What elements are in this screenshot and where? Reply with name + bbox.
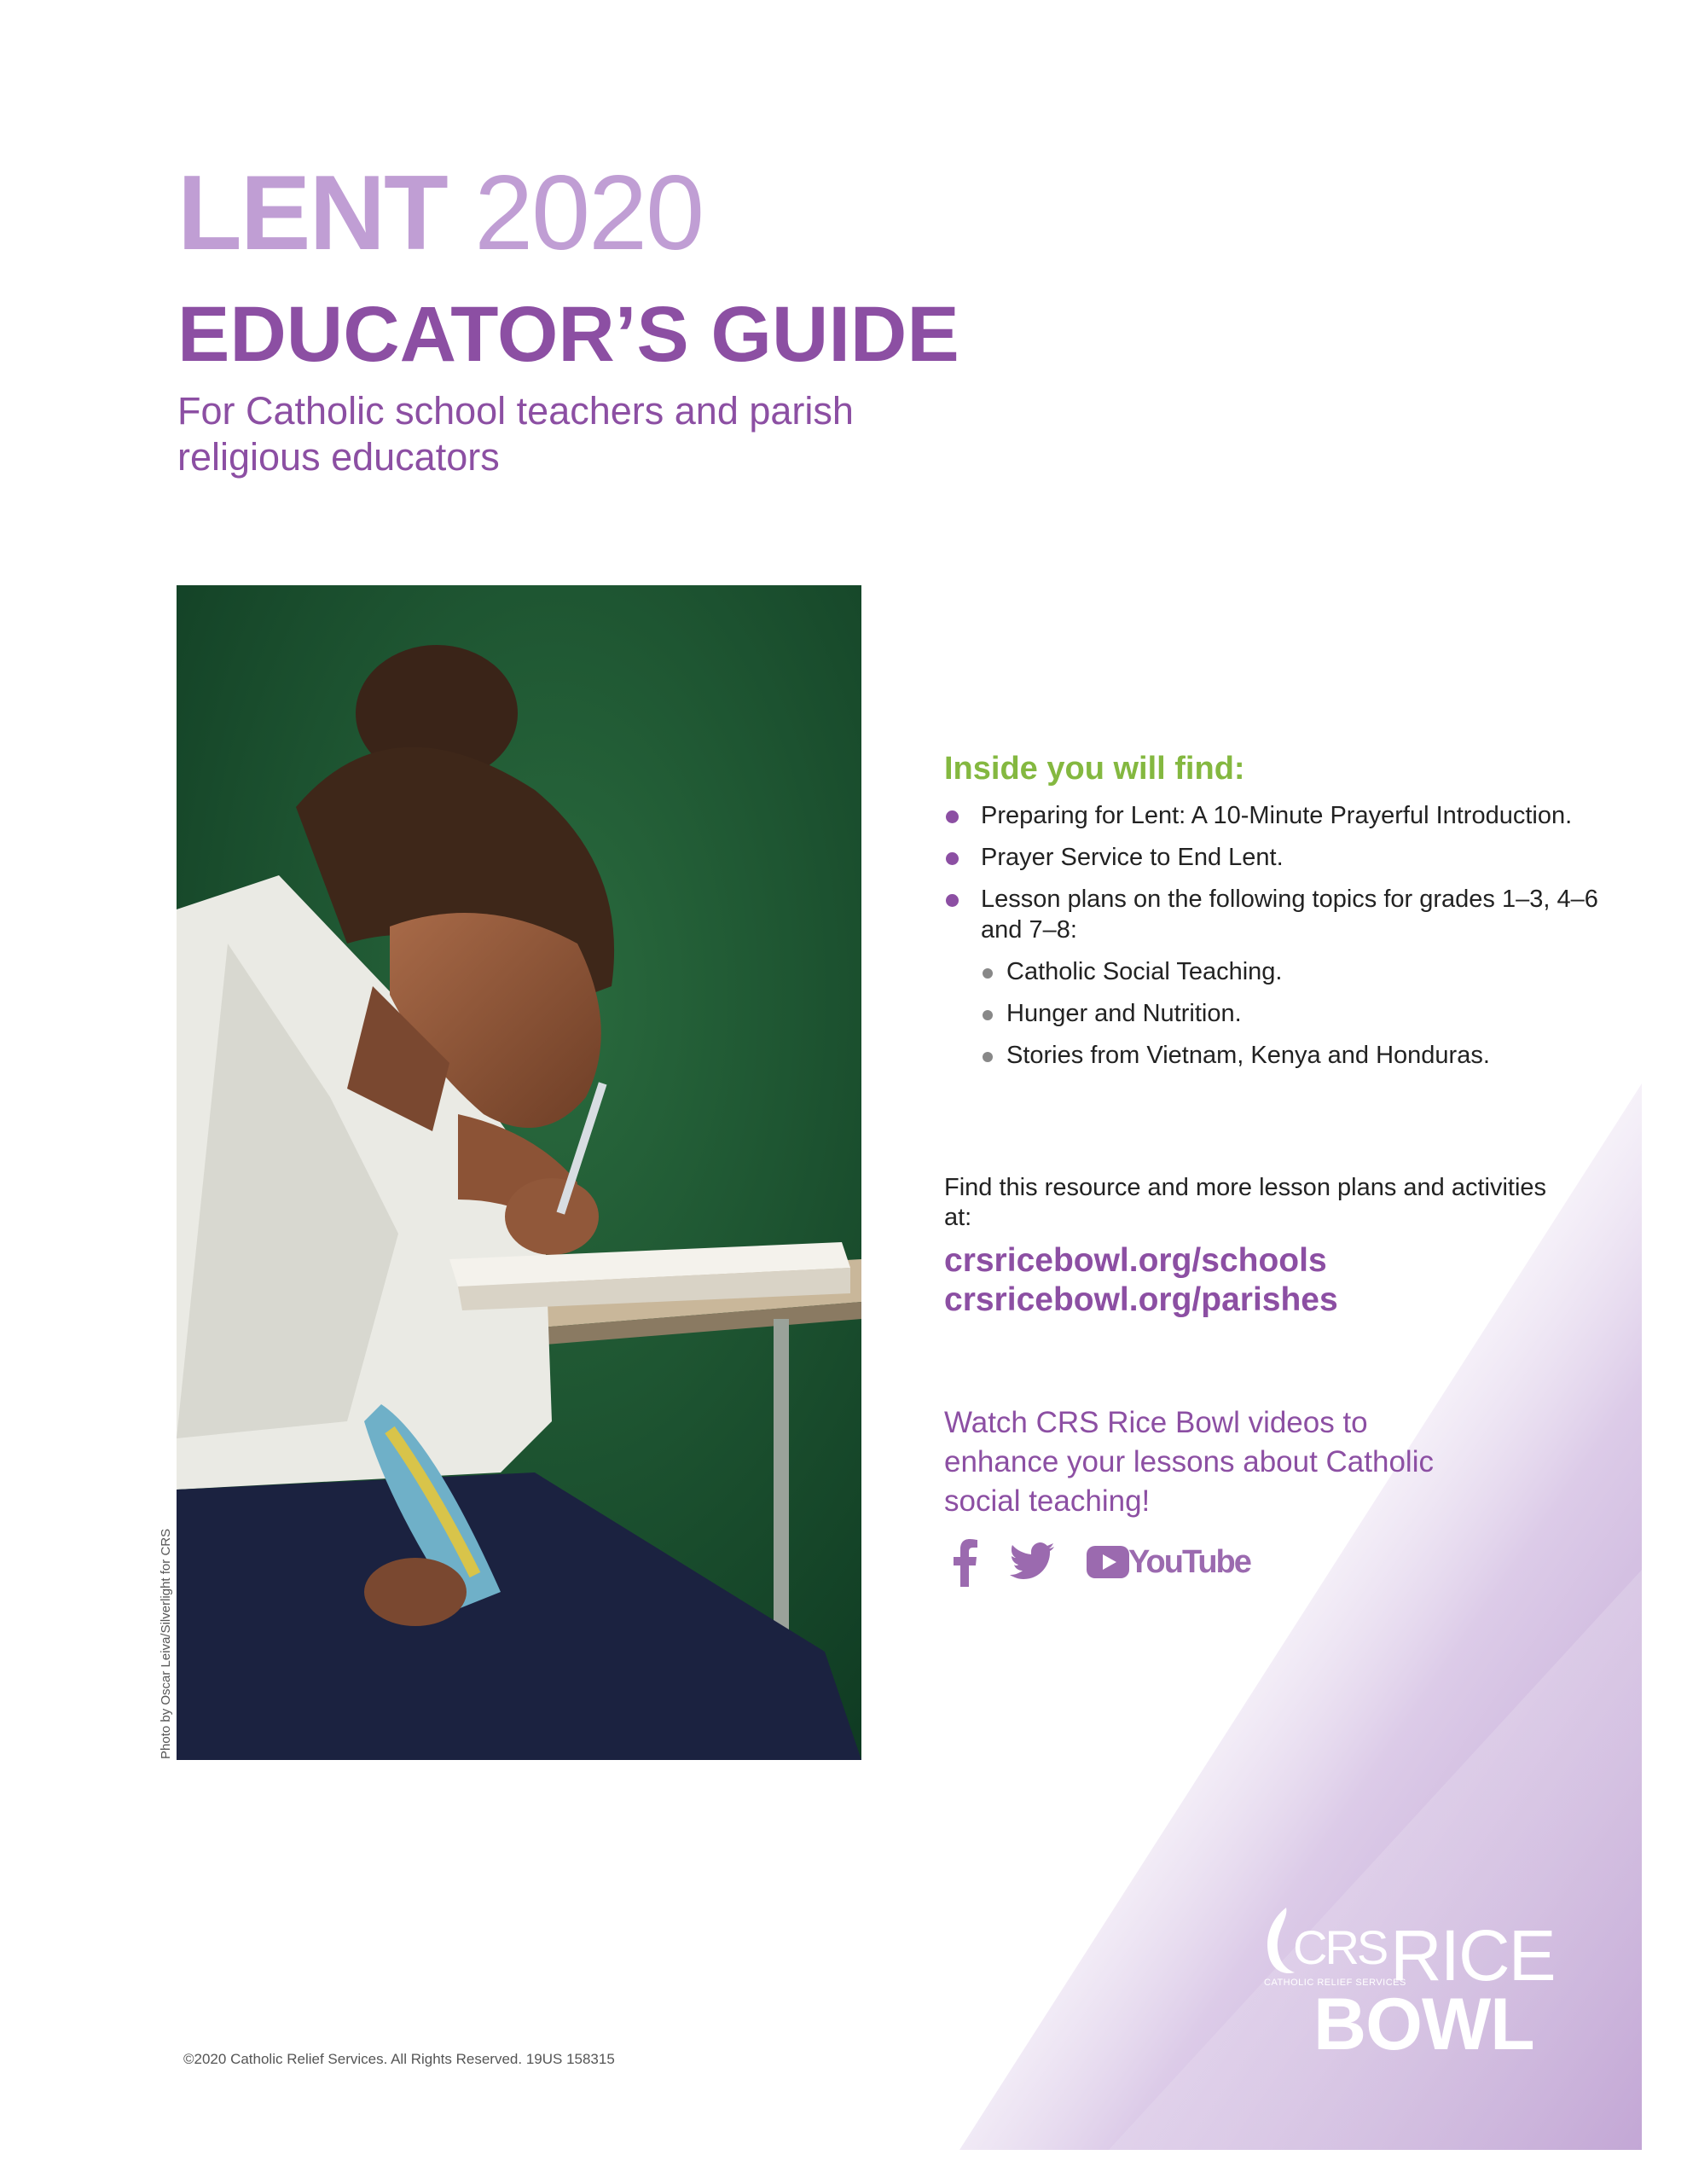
inside-heading: Inside you will find: (944, 751, 1245, 787)
contents-list (944, 800, 1609, 1082)
list-item: Lesson plans on the following topics for grades 1–3, 4–6 and 7–8: (944, 884, 1609, 945)
sub-list (944, 956, 1609, 1071)
facebook-icon[interactable] (953, 1539, 978, 1587)
sub-list-item: Stories from Vietnam, Kenya and Honduras. (944, 1040, 1609, 1071)
schools-link[interactable]: crsricebowl.org/schools (944, 1242, 1327, 1279)
youtube-icon[interactable] (1087, 1546, 1129, 1578)
logo-org: CATHOLIC RELIEF SERVICES (1264, 1978, 1406, 1988)
youtube-label[interactable]: YouTube (1128, 1544, 1250, 1580)
sub-list-item: Catholic Social Teaching. (944, 956, 1609, 987)
videos-text: Watch CRS Rice Bowl videos to enhance your lessons about Catholic social teaching! (944, 1406, 1434, 1518)
resource-text: Find this resource and more lesson plans and activities at: (944, 1174, 1547, 1231)
sub-list-item: Hunger and Nutrition. (944, 998, 1609, 1029)
logo-crs: CRS (1293, 1920, 1387, 1974)
subtitle: For Catholic school teachers and parish religious educators (177, 389, 854, 479)
crs-rice-bowl-logo (1261, 1904, 1568, 2065)
twitter-icon[interactable] (1010, 1542, 1054, 1580)
cover-photo (177, 585, 861, 1760)
title-lent: LENT (177, 154, 447, 272)
sub-bullet-icon (983, 1052, 993, 1062)
logo-rice: RICE (1390, 1915, 1555, 1995)
sub-list-wrapper (944, 956, 1609, 1071)
parishes-link[interactable]: crsricebowl.org/parishes (944, 1281, 1338, 1318)
copyright: ©2020 Catholic Relief Services. All Rights Reserved. 19US 158315 (183, 2051, 615, 2067)
bullet-icon (946, 852, 959, 865)
sub-bullet-icon (983, 968, 993, 979)
title-line (177, 154, 704, 272)
list-item: Preparing for Lent: A 10-Minute Prayerful Introduction. (944, 800, 1609, 831)
logo-bowl: BOWL (1313, 1984, 1534, 2065)
bullet-icon (946, 894, 959, 907)
list-item: Prayer Service to End Lent. (944, 842, 1609, 873)
sub-bullet-icon (983, 1010, 993, 1020)
bullet-icon (946, 810, 959, 823)
photo-credit: Photo by Oscar Leiva/Silverlight for CRS (159, 1528, 173, 1759)
page-title: EDUCATOR’S GUIDE (177, 291, 959, 378)
title-year: 2020 (474, 154, 704, 272)
